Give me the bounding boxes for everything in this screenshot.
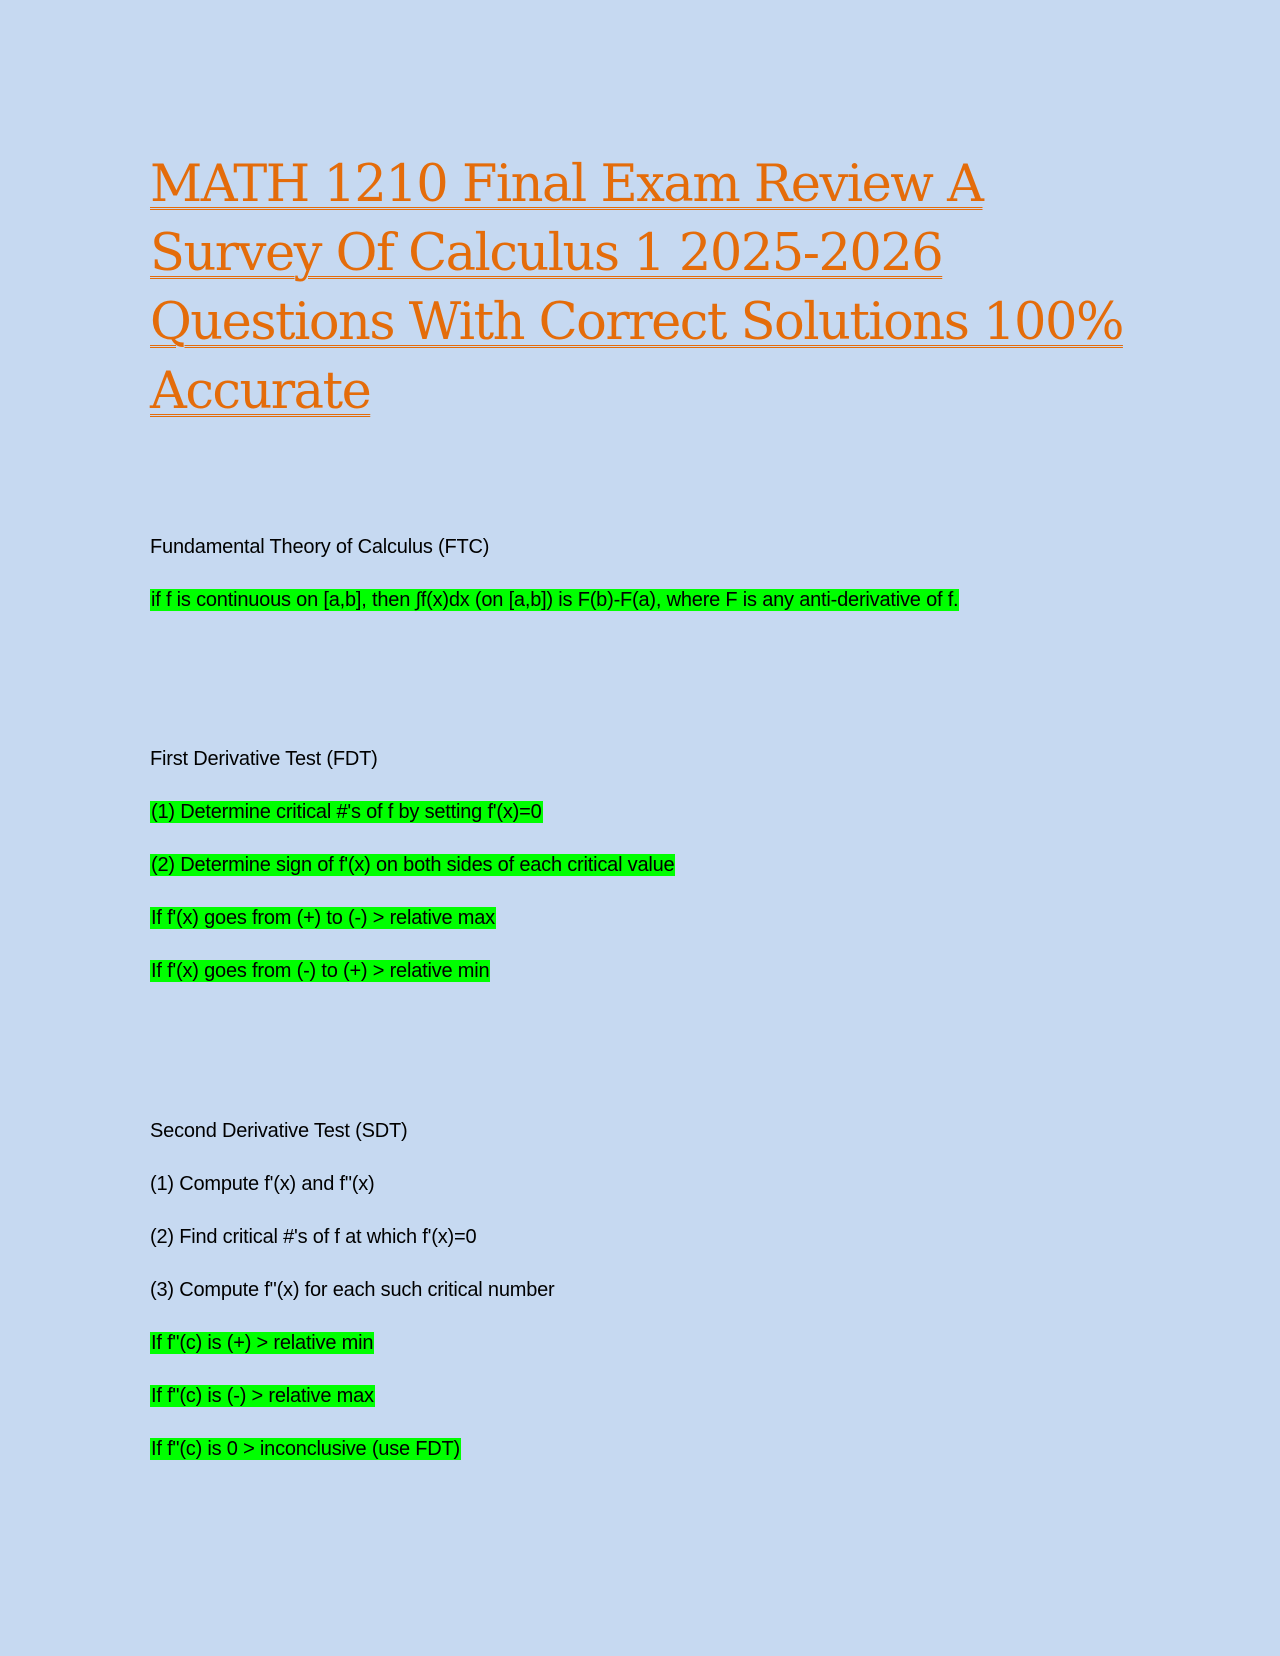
fdt-line-2 [150,852,675,878]
sdt-heading: Second Derivative Test (SDT) [150,1120,408,1142]
fdt-rule-min: If f'(x) goes from (-) to (+) > relative min [151,960,490,982]
title-line-3: Questions With Correct Solutions 100% [150,293,1123,352]
sdt-line-5 [150,1383,375,1409]
sdt-rule-inconclusive: If f"(c) is 0 > inconclusive (use FDT) [151,1438,461,1460]
fdt-step-1: (1) Determine critical #'s of f by setting f'(x)=0 [151,801,542,823]
sdt-rule-max: If f"(c) is (-) > relative max [151,1385,374,1407]
sdt-step-1: (1) Compute f'(x) and f"(x) [150,1173,375,1195]
title-line-2: Survey Of Calculus 1 2025-2026 [150,224,943,283]
sdt-line-4 [150,1330,374,1356]
sdt-step-2: (2) Find critical #'s of f at which f'(x)=0 [150,1226,477,1248]
ftc-definition: if f is continuous on [a,b], then ∫f(x)dx (on [a,b]) is F(b)-F(a), where F is any anti-derivative of f. [151,589,959,611]
sdt-line-6 [150,1436,461,1462]
fdt-line-1 [150,799,543,825]
sdt-rule-min: If f"(c) is (+) > relative min [151,1332,374,1354]
ftc-line [150,587,959,613]
fdt-step-2: (2) Determine sign of f'(x) on both sides of each critical value [151,854,675,876]
ftc-heading: Fundamental Theory of Calculus (FTC) [150,536,490,558]
title-line-4: Accurate [150,362,371,421]
sdt-step-3: (3) Compute f"(x) for each such critical number [150,1279,555,1301]
fdt-line-3 [150,905,496,931]
fdt-line-4 [150,958,490,984]
fdt-rule-max: If f'(x) goes from (+) to (-) > relative max [151,907,495,929]
fdt-heading: First Derivative Test (FDT) [150,748,378,770]
title-line-1: MATH 1210 Final Exam Review A [150,155,983,214]
document-title [150,150,1150,426]
